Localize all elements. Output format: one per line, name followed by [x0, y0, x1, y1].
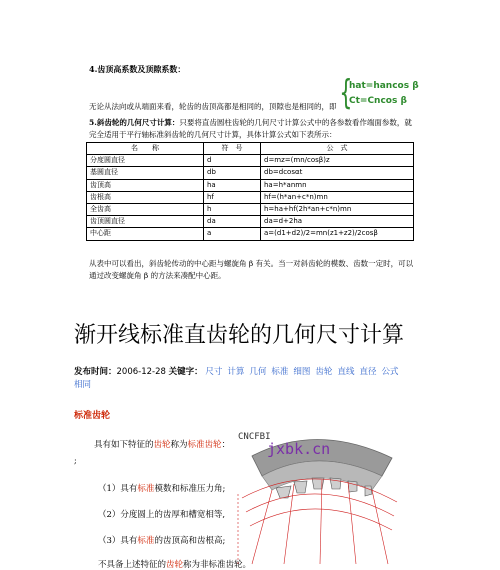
- highlight-standard-gear: 标准齿轮: [187, 440, 222, 450]
- table-header-cell: 名 称: [87, 143, 204, 155]
- table-cell: 齿根高: [87, 191, 204, 203]
- list-item-text: 称为非标准齿轮。: [183, 560, 252, 570]
- article-title: 渐开线标准直齿轮的几何尺寸计算: [74, 323, 405, 348]
- table-cell: d=mz=(mn/cosβ)z: [261, 155, 414, 167]
- formula-line-1: hat=hancos β: [349, 81, 419, 91]
- list-item-highlight: 齿轮: [166, 560, 184, 570]
- table-cell: hf=(h*an+c*n)mn: [261, 191, 414, 203]
- table-cell: h=ha+hf(2h*an+c*n)mn: [261, 203, 414, 215]
- keyword-link[interactable]: 齿轮: [315, 367, 333, 377]
- after-table-paragraph: 从表中可以看出，斜齿轮传动的中心距与螺旋角 β 有关。当一对斜齿轮的模数、齿数一定时，可以通过改变螺旋角 β 的方法来凑配中心距。: [89, 259, 414, 280]
- list-item-text: （1）具有: [98, 484, 138, 494]
- watermark-logo: jxbk.cn: [267, 440, 331, 458]
- table-cell: 全齿高: [87, 203, 204, 215]
- table-cell: da: [204, 216, 261, 228]
- keyword-link[interactable]: 几何: [249, 367, 267, 377]
- table-cell: db=dcosαt: [261, 167, 414, 179]
- keyword-link[interactable]: 尺寸: [205, 367, 223, 377]
- list-item: [98, 558, 251, 570]
- section-4-paragraph: 无论从法向或从端面来看，轮齿的齿顶高都是相同的，顶隙也是相同的，即: [89, 102, 337, 111]
- table-header-cell: 公 式: [261, 143, 414, 155]
- table-cell: d: [204, 155, 261, 167]
- keyword-link[interactable]: 相同: [74, 380, 92, 390]
- table-cell: 中心距: [87, 228, 204, 240]
- keyword-link[interactable]: 直线: [337, 367, 355, 377]
- list-item-text: 不具备上述特征的: [98, 560, 167, 570]
- table-cell: a=(d1+d2)/2=mn(z1+z2)/2cosβ: [261, 228, 414, 240]
- table-row: [87, 191, 414, 203]
- geometry-table: [86, 142, 414, 241]
- keyword-link[interactable]: 直径: [359, 367, 377, 377]
- keyword-link[interactable]: 计算: [227, 367, 245, 377]
- list-item-text: 的齿顶高和齿根高;: [154, 536, 226, 546]
- table-cell: 齿顶高: [87, 179, 204, 191]
- date-label: 发布时间：: [74, 367, 117, 377]
- section-5-paragraph: [89, 117, 419, 141]
- intro-text: ：: [221, 440, 231, 450]
- section-title-standard-gear: 标准齿轮: [74, 411, 111, 421]
- keyword-link[interactable]: 公式: [381, 367, 399, 377]
- list-item-text: （3）具有: [98, 536, 138, 546]
- keywords-label: 关键字：: [168, 367, 203, 377]
- table-cell: a: [204, 228, 261, 240]
- publish-date: 2006-12-28: [116, 367, 166, 377]
- formula-line-2: Ct=Cncos β: [349, 96, 407, 106]
- list-item: [98, 534, 225, 546]
- table-row: [87, 179, 414, 191]
- keyword-link[interactable]: 标准: [271, 367, 289, 377]
- table-cell: 分度圆直径: [87, 155, 204, 167]
- list-item-highlight: 标准: [137, 484, 155, 494]
- table-header-cell: 符 号: [204, 143, 261, 155]
- intro-text: 称为: [170, 440, 188, 450]
- table-row: [87, 216, 414, 228]
- table-row: [87, 228, 414, 240]
- table-row: [87, 203, 414, 215]
- list-item: [98, 482, 225, 494]
- highlight-gear: 齿轮: [153, 440, 171, 450]
- formula-block: [335, 73, 419, 113]
- list-item: [98, 508, 225, 520]
- table-header-row: [87, 143, 414, 155]
- section-5-text: 只要将直齿圆柱齿轮的几何尺寸计算公式中的各参数看作端面参数，就完全适用于平行轴标准斜齿轮的几何尺寸计算，具体计算公式如下表所示：: [89, 118, 412, 139]
- keyword-link[interactable]: 细图: [293, 367, 311, 377]
- table-cell: hf: [204, 191, 261, 203]
- table-cell: 基圆直径: [87, 167, 204, 179]
- section-5-heading: 5.斜齿轮的几何尺寸计算：: [89, 118, 180, 127]
- list-item-text: （2）分度圆上的齿厚和槽宽相等,: [98, 510, 226, 520]
- stray-semicolon: ;: [74, 456, 77, 465]
- list-item-text: 模数和标准压力角;: [154, 484, 226, 494]
- intro-text: 具有如下特征的: [94, 440, 154, 450]
- intro-line: [94, 438, 230, 450]
- brace-icon: {: [339, 73, 353, 113]
- article-meta: [74, 366, 404, 392]
- section-4-heading: 4.齿顶高系数及顶隙系数：: [89, 64, 186, 74]
- table-cell: 齿顶圆直径: [87, 216, 204, 228]
- table-row: [87, 155, 414, 167]
- watermark-text: CNCFBI: [238, 432, 271, 442]
- table-cell: h: [204, 203, 261, 215]
- table-cell: db: [204, 167, 261, 179]
- table-cell: ha=h*anmn: [261, 179, 414, 191]
- table-cell: da=d+2ha: [261, 216, 414, 228]
- table-row: [87, 167, 414, 179]
- list-item-highlight: 标准: [137, 536, 155, 546]
- table-cell: ha: [204, 179, 261, 191]
